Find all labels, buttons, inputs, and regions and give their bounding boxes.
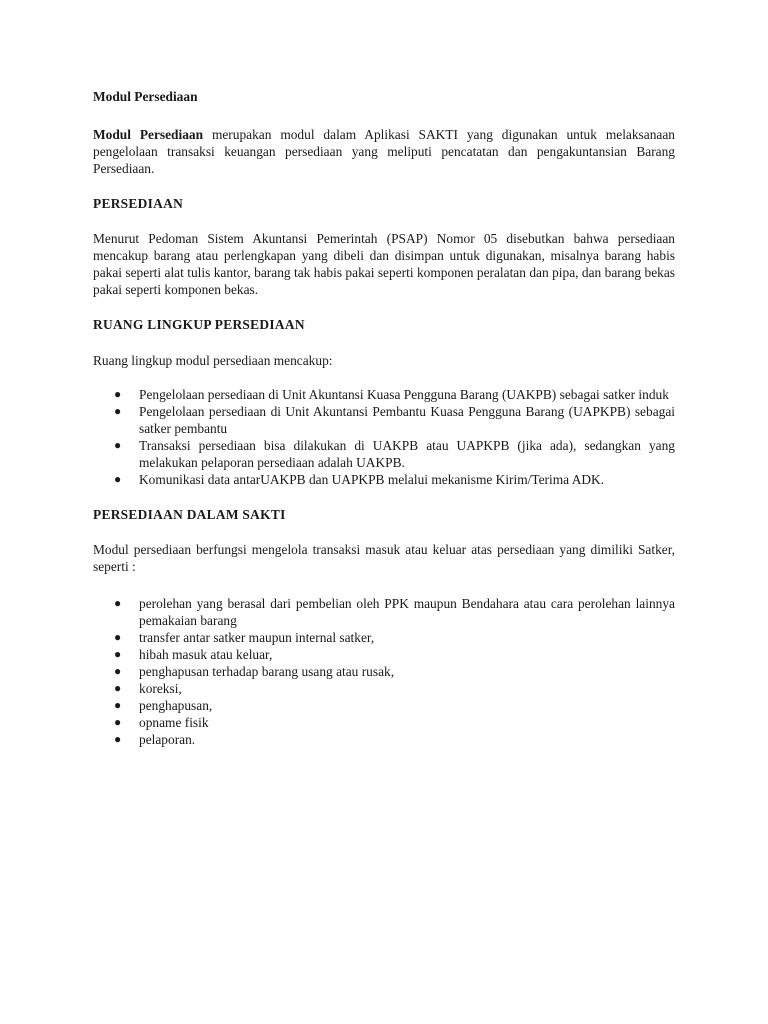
list-item [93, 403, 675, 437]
list-item [93, 697, 675, 714]
list-item-text: hibah masuk atau keluar, [139, 647, 273, 662]
list-item [93, 595, 675, 629]
spacer [93, 488, 675, 506]
intro-text: merupakan modul dalam Aplikasi SAKTI yang digunakan untuk melaksanaan pengelolaan transaksi keuangan persediaan yang meliputi pencatatan dan pengakuntansian Barang Persediaan. [93, 127, 675, 176]
bullet-icon: ● [114, 472, 122, 486]
ruang-lingkup-list [93, 386, 675, 488]
list-item [93, 714, 675, 731]
list-item [93, 437, 675, 471]
list-item [93, 471, 675, 488]
list-item [93, 629, 675, 646]
section-heading-ruang-lingkup: RUANG LINGKUP PERSEDIAAN [93, 317, 305, 332]
section-paragraph-persediaan: Menurut Pedoman Sistem Akuntansi Pemerintah (PSAP) Nomor 05 disebutkan bahwa persediaan mencakup barang atau perlengkapan yang dibeli dan disimpan untuk digunakan, misalnya barang habis pakai seperti alat tulis kantor, barang tak habis pakai seperti komponen peralatan dan pipa, dan barang bekas pakai seperti komponen bekas. [93, 231, 675, 297]
bullet-icon: ● [114, 596, 122, 610]
section-paragraph-ruang-lingkup: Ruang lingkup modul persediaan mencakup: [93, 353, 333, 368]
intro-bold-lead: Modul Persediaan [93, 127, 204, 142]
list-item-text: Komunikasi data antarUAKPB dan UAPKPB melalui mekanisme Kirim/Terima ADK. [139, 472, 605, 487]
document-title: Modul Persediaan [93, 89, 198, 104]
list-item-text: koreksi, [139, 681, 182, 696]
bullet-icon: ● [114, 387, 122, 401]
intro-paragraph [93, 126, 675, 177]
bullet-icon: ● [114, 664, 122, 678]
bullet-icon: ● [114, 438, 122, 452]
list-item-text: Transaksi persediaan bisa dilakukan di UAKPB atau UAPKPB (jika ada), sedangkan yang melakukan pelaporan persediaan adalah UAKPB. [139, 438, 675, 470]
section-paragraph-persediaan-dalam-sakti: Modul persediaan berfungsi mengelola transaksi masuk atau keluar atas persediaan yang dimiliki Satker, seperti : [93, 542, 675, 574]
bullet-icon: ● [114, 698, 122, 712]
bullet-icon: ● [114, 630, 122, 644]
list-item-text: penghapusan, [139, 698, 213, 713]
list-item [93, 386, 675, 403]
list-item-text: pelaporan. [139, 732, 196, 747]
list-item-text: perolehan yang berasal dari pembelian oleh PPK maupun Bendahara atau cara perolehan lainnya pemakaian barang [139, 596, 675, 628]
list-item-text: Pengelolaan persediaan di Unit Akuntansi Pembantu Kuasa Pengguna Barang (UAPKPB) sebagai satker pembantu [139, 404, 675, 436]
bullet-icon: ● [114, 732, 122, 746]
list-item [93, 680, 675, 697]
list-item [93, 646, 675, 663]
spacer [93, 333, 675, 352]
document-page [93, 88, 675, 748]
spacer [93, 177, 675, 195]
list-item-text: transfer antar satker maupun internal satker, [139, 630, 375, 645]
spacer [93, 369, 675, 386]
section-heading-persediaan-dalam-sakti: PERSEDIAAN DALAM SAKTI [93, 507, 286, 522]
spacer [93, 575, 675, 595]
persediaan-dalam-sakti-list [93, 595, 675, 748]
list-item-text: Pengelolaan persediaan di Unit Akuntansi Kuasa Pengguna Barang (UAKPB) sebagai satker induk [139, 387, 669, 402]
bullet-icon: ● [114, 404, 122, 418]
spacer [93, 523, 675, 541]
spacer [93, 212, 675, 230]
bullet-icon: ● [114, 647, 122, 661]
list-item [93, 663, 675, 680]
section-heading-persediaan: PERSEDIAAN [93, 196, 184, 211]
list-item-text: opname fisik [139, 715, 209, 730]
list-item [93, 731, 675, 748]
spacer [93, 298, 675, 316]
bullet-icon: ● [114, 681, 122, 695]
list-item-text: penghapusan terhadap barang usang atau rusak, [139, 664, 395, 679]
bullet-icon: ● [114, 715, 122, 729]
